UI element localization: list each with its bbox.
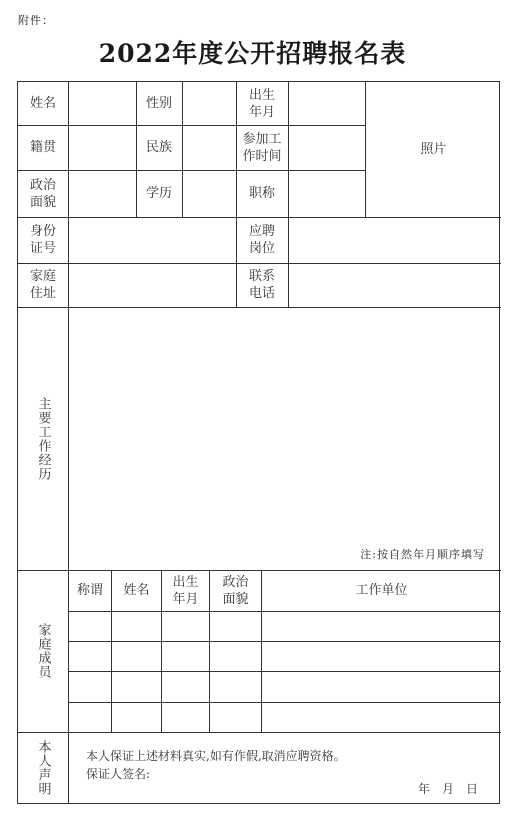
- family-header-name: 姓名: [123, 583, 150, 598]
- attachment-label: 附件：: [18, 14, 54, 27]
- birth-label: 出生 年月: [248, 87, 275, 120]
- id-number-label: 身份 证号: [29, 224, 56, 256]
- work-start-label: 参加工 作时间: [242, 131, 282, 164]
- ethnicity-field[interactable]: [183, 125, 236, 170]
- declaration-text: 本人保证上述材料真实,如有作假,取消应聘资格。: [86, 749, 346, 763]
- title-rank-field[interactable]: [289, 170, 365, 217]
- family-row-1[interactable]: [69, 612, 501, 641]
- work-history-label: 主要工作经历: [35, 396, 51, 481]
- work-history-field[interactable]: [69, 308, 501, 570]
- family-members-label: 家庭成员: [35, 623, 51, 679]
- family-row-3[interactable]: [69, 672, 501, 702]
- family-row-4[interactable]: [69, 703, 501, 732]
- address-label: 家庭 住址: [29, 269, 56, 301]
- photo-label: 照片: [420, 142, 447, 157]
- signature-label[interactable]: 保证人签名:: [86, 767, 151, 781]
- political-status-label: 政治 面貌: [29, 177, 56, 210]
- address-field[interactable]: [69, 263, 236, 307]
- family-header-birth: 出生 年月: [172, 574, 199, 607]
- family-header-relation: 称谓: [76, 583, 103, 598]
- ethnicity-label: 民族: [145, 140, 172, 155]
- work-start-field[interactable]: [289, 125, 365, 170]
- family-header-workplace: 工作单位: [355, 583, 408, 598]
- phone-field[interactable]: [289, 263, 501, 307]
- title-rank-label: 职称: [248, 186, 275, 201]
- education-label: 学历: [145, 186, 172, 201]
- family-row-2[interactable]: [69, 642, 501, 671]
- family-header-political: 政治 面貌: [222, 574, 249, 607]
- native-place-label: 籍贯: [29, 140, 56, 155]
- family-label-cell: [18, 570, 68, 732]
- registration-form: [17, 81, 500, 804]
- position-field[interactable]: [289, 217, 501, 263]
- name-label: 姓名: [29, 96, 56, 111]
- work-history-note: 注:按自然年月顺序填写: [360, 548, 485, 561]
- education-field[interactable]: [183, 170, 236, 217]
- id-number-field[interactable]: [69, 217, 236, 263]
- birth-field[interactable]: [289, 82, 365, 125]
- declaration-label: 本人声明: [35, 740, 51, 796]
- declaration-label-cell: [18, 732, 68, 804]
- photo-box[interactable]: [366, 82, 501, 217]
- gender-field[interactable]: [183, 82, 236, 125]
- phone-label: 联系 电话: [248, 269, 275, 301]
- native-place-field[interactable]: [69, 125, 136, 170]
- name-field[interactable]: [69, 82, 136, 125]
- gender-label: 性别: [145, 96, 172, 111]
- position-label: 应聘 岗位: [248, 224, 275, 256]
- declaration-date[interactable]: 年 月 日: [418, 782, 479, 796]
- political-status-field[interactable]: [69, 170, 136, 217]
- work-history-label-cell: [18, 307, 68, 570]
- page-title: 2022年度公开招聘报名表: [98, 39, 407, 68]
